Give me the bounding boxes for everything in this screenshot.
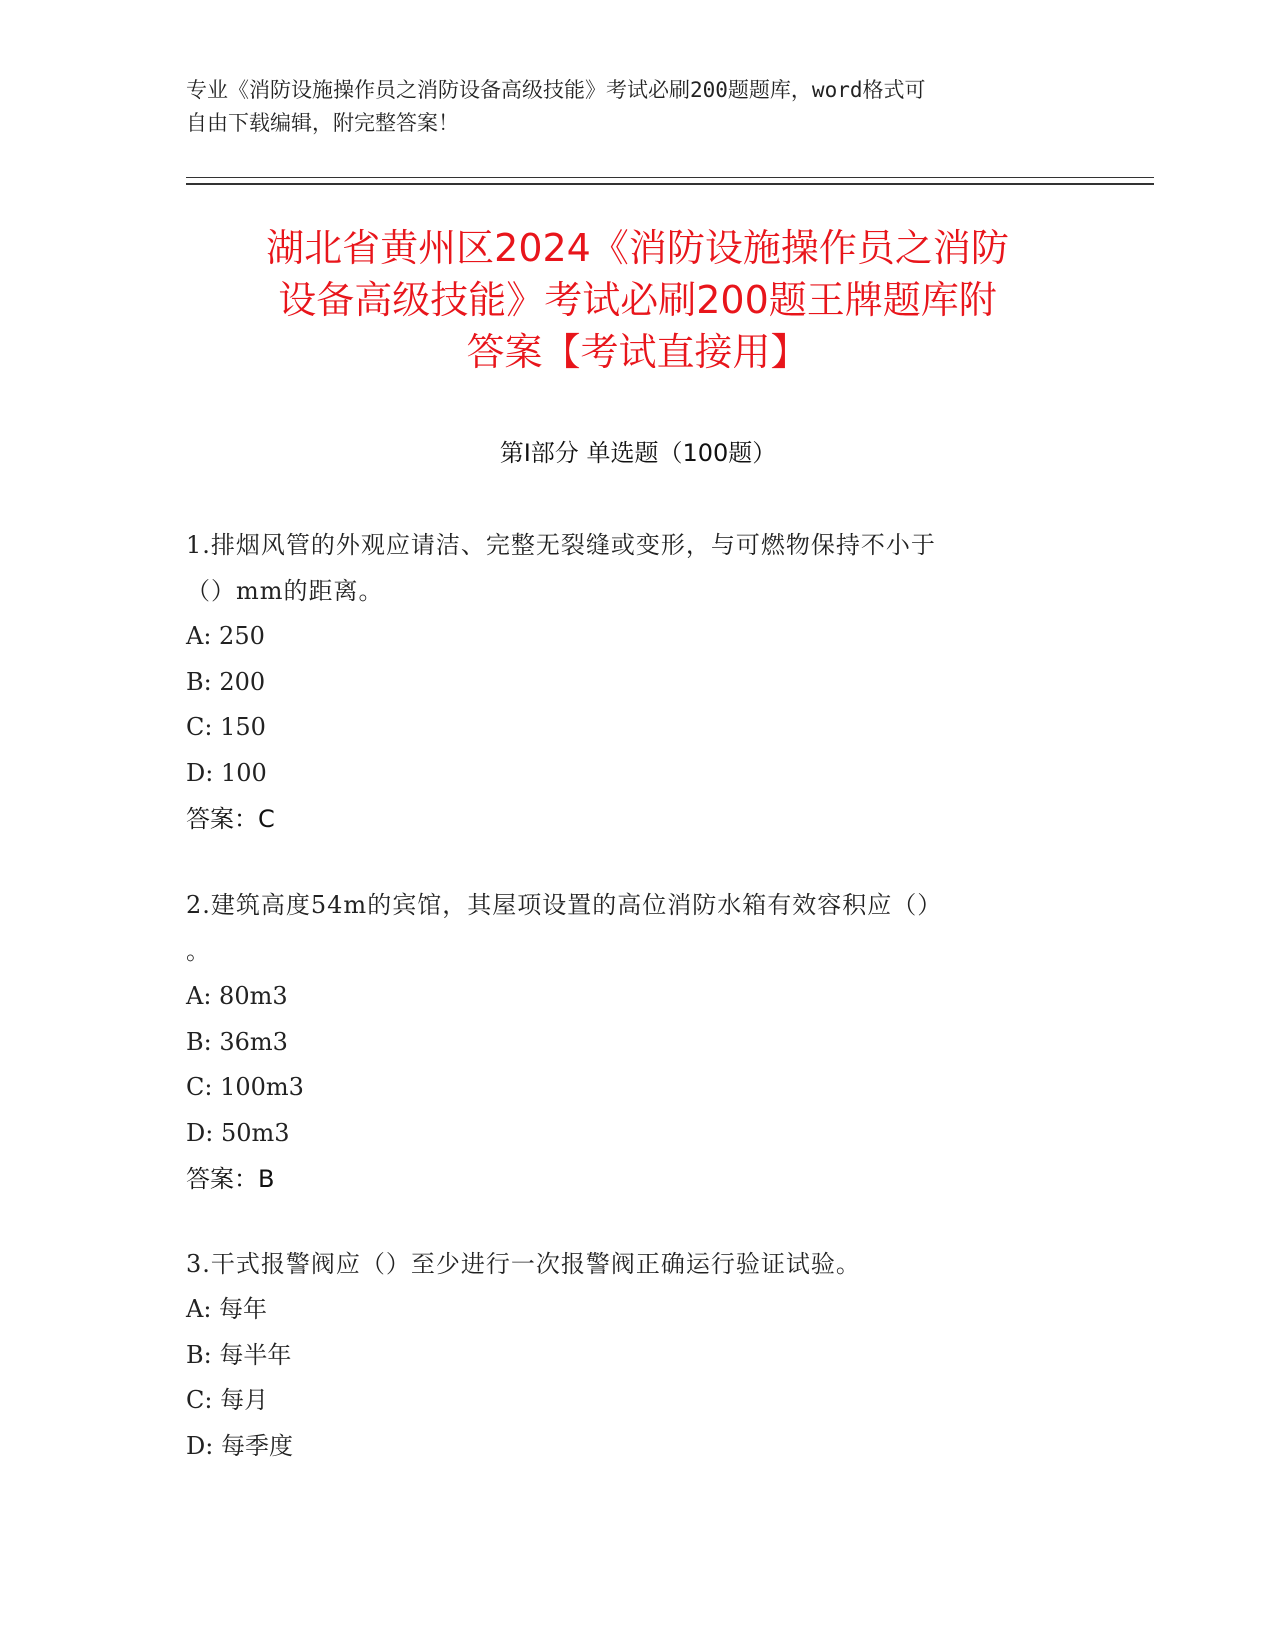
- option-a: A: 80m3: [186, 982, 288, 1010]
- answer-key: 答案：C: [186, 805, 275, 833]
- question-1: [186, 522, 1086, 842]
- answer-key: 答案：B: [186, 1165, 275, 1193]
- question-2: [186, 882, 1086, 1202]
- header-note-line-2: 自由下载编辑，附完整答案！: [186, 111, 459, 135]
- option-b: B: 每半年: [186, 1340, 292, 1369]
- option-c: C: 100m3: [186, 1073, 304, 1101]
- option-c: C: 每月: [186, 1386, 269, 1414]
- option-c: C: 150: [186, 713, 266, 741]
- question-stem: [186, 1241, 1086, 1287]
- header-note: [186, 74, 1066, 140]
- option-a: A: 250: [186, 622, 265, 650]
- question-stem: [186, 522, 1086, 614]
- question-stem-line: 3.干式报警阀应（）至少进行一次报警阀正确运行验证试验。: [186, 1250, 861, 1278]
- header-divider-thin: [186, 177, 1154, 178]
- document-title: [160, 222, 1115, 378]
- option-d: D: 100: [186, 758, 267, 787]
- option-b: B: 200: [186, 667, 266, 696]
- document-title-line-1: 湖北省黄州区2024《消防设施操作员之消防: [266, 226, 1009, 270]
- question-stem-line: 1.排烟风管的外观应请洁、完整无裂缝或变形，与可燃物保持不小于: [186, 531, 936, 559]
- question-3: [186, 1241, 1086, 1469]
- question-stem-line: （）mm的距离。: [186, 577, 384, 605]
- option-d: D: 每季度: [186, 1431, 293, 1460]
- section-heading: 第I部分 单选题（100题）: [499, 439, 777, 467]
- header-divider-thick: [186, 183, 1154, 185]
- question-stem: [186, 882, 1086, 974]
- question-stem-line: 。: [186, 937, 211, 965]
- option-b: B: 36m3: [186, 1027, 288, 1056]
- header-note-line-1: 专业《消防设施操作员之消防设备高级技能》考试必刷200题题库，word格式可: [186, 78, 926, 102]
- option-a: A: 每年: [186, 1295, 268, 1323]
- option-d: D: 50m3: [186, 1118, 290, 1147]
- question-stem-line: 2.建筑高度54m的宾馆，其屋项设置的高位消防水箱有效容积应（）: [186, 891, 943, 919]
- document-title-line-3: 答案【考试直接用】: [466, 330, 809, 374]
- document-title-line-2: 设备高级技能》考试必刷200题王牌题库附: [278, 278, 997, 322]
